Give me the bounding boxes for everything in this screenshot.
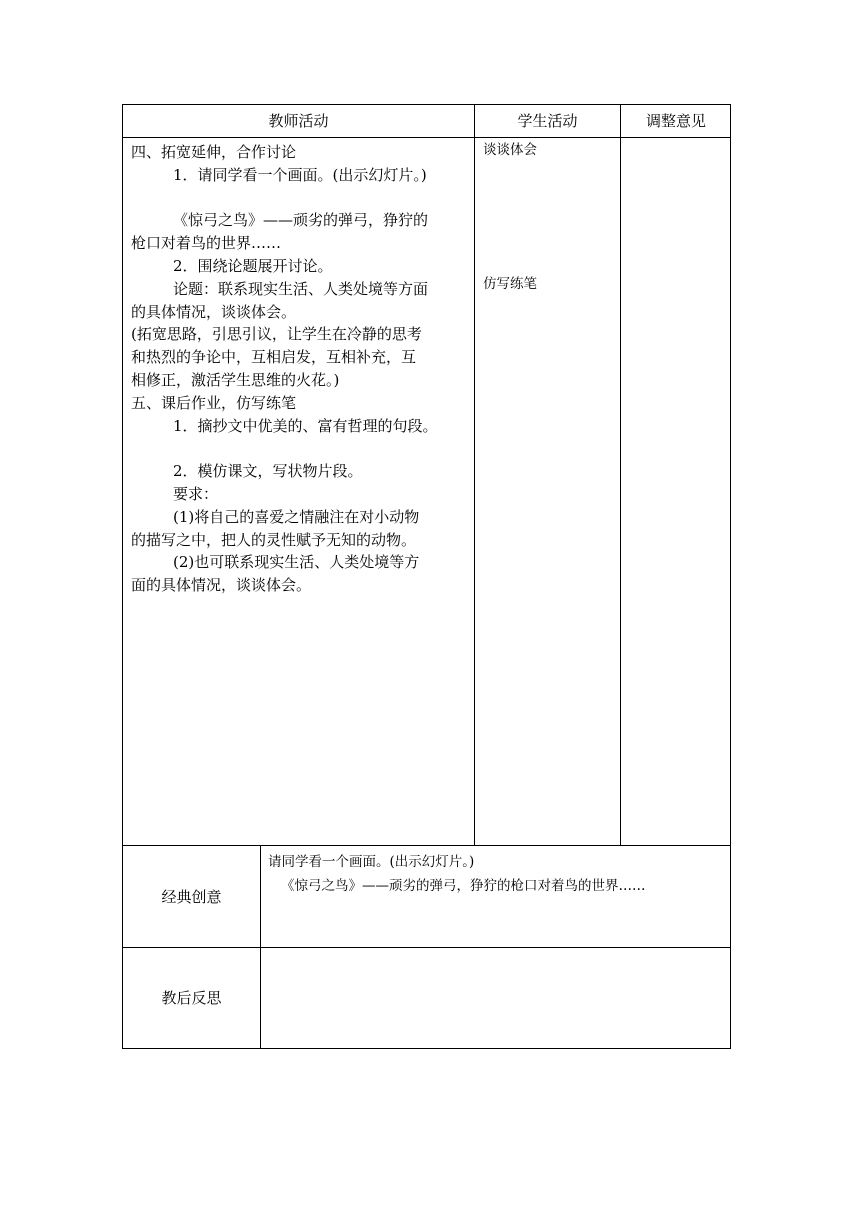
teacher-line: (1)将自己的喜爱之情融注在对小动物 xyxy=(173,507,420,526)
column-divider-1 xyxy=(474,104,475,845)
reflection-label: 教后反思 xyxy=(161,989,222,1007)
teacher-line: 论题：联系现实生活、人类处境等方面 xyxy=(173,279,429,298)
column-divider-2 xyxy=(620,104,621,845)
header-student-activity: 学生活动 xyxy=(517,112,578,130)
teacher-line: 2．模仿课文，写状物片段。 xyxy=(173,462,363,481)
teacher-line: 1．摘抄文中优美的、富有哲理的句段。 xyxy=(173,416,438,435)
teacher-line: 2．围绕论题展开讨论。 xyxy=(173,256,333,275)
teacher-line: 《惊弓之鸟》——顽劣的弹弓，狰狞的 xyxy=(173,211,429,230)
teacher-line: 要求： xyxy=(173,484,219,503)
reflection-row-divider xyxy=(122,947,731,948)
teacher-line: 的描写之中，把人的灵性赋予无知的动物。 xyxy=(131,530,417,549)
teacher-line: 相修正，激活学生思维的火花。) xyxy=(131,370,340,389)
header-teacher-activity: 教师活动 xyxy=(268,112,329,130)
classic-line: 请同学看一个画面。(出示幻灯片。) xyxy=(268,854,475,870)
classic-line: 《惊弓之鸟》——顽劣的弹弓，狰狞的枪口对着鸟的世界…… xyxy=(281,878,646,894)
teacher-line: 和热烈的争论中，互相启发，互相补充，互 xyxy=(131,348,417,367)
label-column-divider xyxy=(260,845,261,1049)
classic-row-divider xyxy=(122,845,731,846)
teacher-line: 枪口对着鸟的世界…… xyxy=(131,234,282,253)
teacher-line: (拓宽思路，引思引议，让学生在冷静的思考 xyxy=(131,325,422,344)
teacher-line: 面的具体情况，谈谈体会。 xyxy=(131,576,312,595)
teacher-line: 五、课后作业，仿写练笔 xyxy=(131,393,297,412)
teacher-line: 1．请同学看一个画面。(出示幻灯片。) xyxy=(173,165,427,184)
teacher-line: 的具体情况，谈谈体会。 xyxy=(131,302,297,321)
blank-line xyxy=(131,437,473,460)
header-adjustment: 调整意见 xyxy=(645,112,706,130)
teacher-activity-content xyxy=(131,141,473,597)
classic-label: 经典创意 xyxy=(161,888,222,906)
reflection-content xyxy=(268,955,723,1041)
header-divider xyxy=(122,137,731,138)
classic-content xyxy=(268,850,646,898)
teacher-line: (2)也可联系现实生活、人类处境等方 xyxy=(173,553,420,572)
student-note-discuss: 谈谈体会 xyxy=(483,142,537,158)
student-note-writing: 仿写练笔 xyxy=(483,276,537,292)
blank-line xyxy=(131,187,473,210)
teacher-line: 四、拓宽延伸，合作讨论 xyxy=(131,143,297,161)
